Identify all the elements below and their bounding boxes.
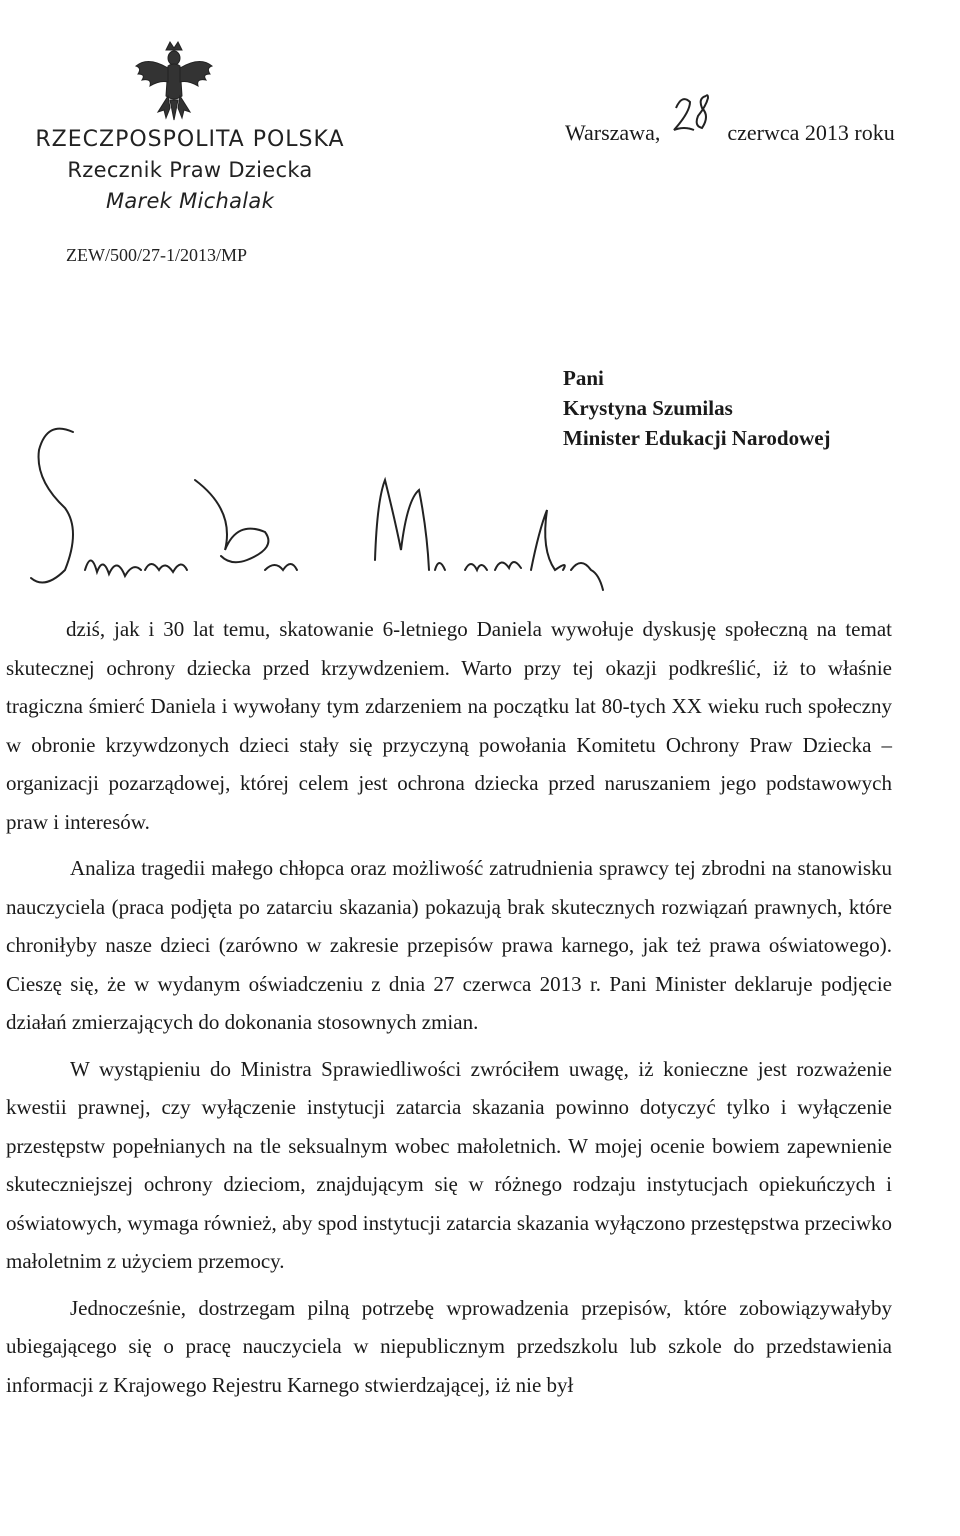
body-paragraph: dziś, jak i 30 lat temu, skatowanie 6-letniego Daniela wywołuje dyskusję społeczną na temat skutecznej ochrony dziecka przed krzywdzeniem. Warto przy tej okazji podkreślić, iż to właśnie tragiczna śmierć Daniela i wywołany tym zdarzeniem na początku lat 80-tych XX wieku ruch społeczny w obronie krzywdzonych dzieci stały się przyczyną powołania Komitetu Ochrony Praw Dziecka – organizacji pozarządowej, której celem jest ochrona dziecka przed naruszaniem jego podstawowych praw i interesów. <box>6 617 892 834</box>
date-day-handwritten <box>666 120 722 140</box>
addressee-position: Minister Edukacji Narodowej <box>563 426 831 450</box>
sender-office: Rzecznik Praw Dziecka <box>67 158 313 182</box>
date-place: Warszawa, <box>565 120 661 145</box>
handwritten-salutation <box>25 420 625 620</box>
reference-number: ZEW/500/27-1/2013/MP <box>66 245 247 265</box>
body-paragraph: Jednocześnie, dostrzegam pilną potrzebę wprowadzenia przepisów, które zobowiązywałyby ubiegającego się o pracę nauczyciela w niepublicznym przedszkolu lub szkole do przedstawienia informacji z Krajowego Rejestru Karnego stwierdzającej, iż nie był <box>6 1295 892 1397</box>
polish-eagle-emblem-icon <box>128 38 220 122</box>
addressee-name: Krystyna Szumilas <box>563 396 733 420</box>
place-date <box>565 120 895 146</box>
sender-name: Marek Michalak <box>105 189 275 213</box>
addressee-title: Pani <box>563 366 604 390</box>
sender-block <box>10 124 370 217</box>
date-rest: czerwca 2013 roku <box>727 120 895 145</box>
sender-country: RZECZPOSPOLITA POLSKA <box>35 127 345 152</box>
body-paragraph: Analiza tragedii małego chłopca oraz możliwość zatrudnienia sprawcy tej zbrodni na stanowisku nauczyciela (praca podjęta po zatarciu skazania) pokazują brak skutecznych rozwiązań prawnych, które chroniłyby nasze dzieci (zarówno w zakresie przepisów prawa karnego, jak też prawa oświatowego). Cieszę się, że w wydanym oświadczeniu z dnia 27 czerwca 2013 r. Pani Minister deklaruje podjęcie działań zmierzających do dokonania stosownych zmian. <box>6 856 892 1034</box>
body-paragraph: W wystąpieniu do Ministra Sprawiedliwości zwróciłem uwagę, iż konieczne jest rozważenie kwestii prawnej, czy wyłączenie instytucji zatarcia skazania powinno dotyczyć tylko i wyłączenie przestępstw popełnianych na tle seksualnym wobec małoletnich. W mojej ocenie bowiem zapewnienie skuteczniejszej ochrony dzieciom, znajdującym się w różnego rodzaju instytucjach opiekuńczych i oświatowych, wymaga również, aby spod instytucji zatarcia skazania wyłączono przestępstwa przeciwko małoletnim z użyciem przemocy. <box>6 1056 892 1273</box>
letter-body <box>6 610 892 1412</box>
